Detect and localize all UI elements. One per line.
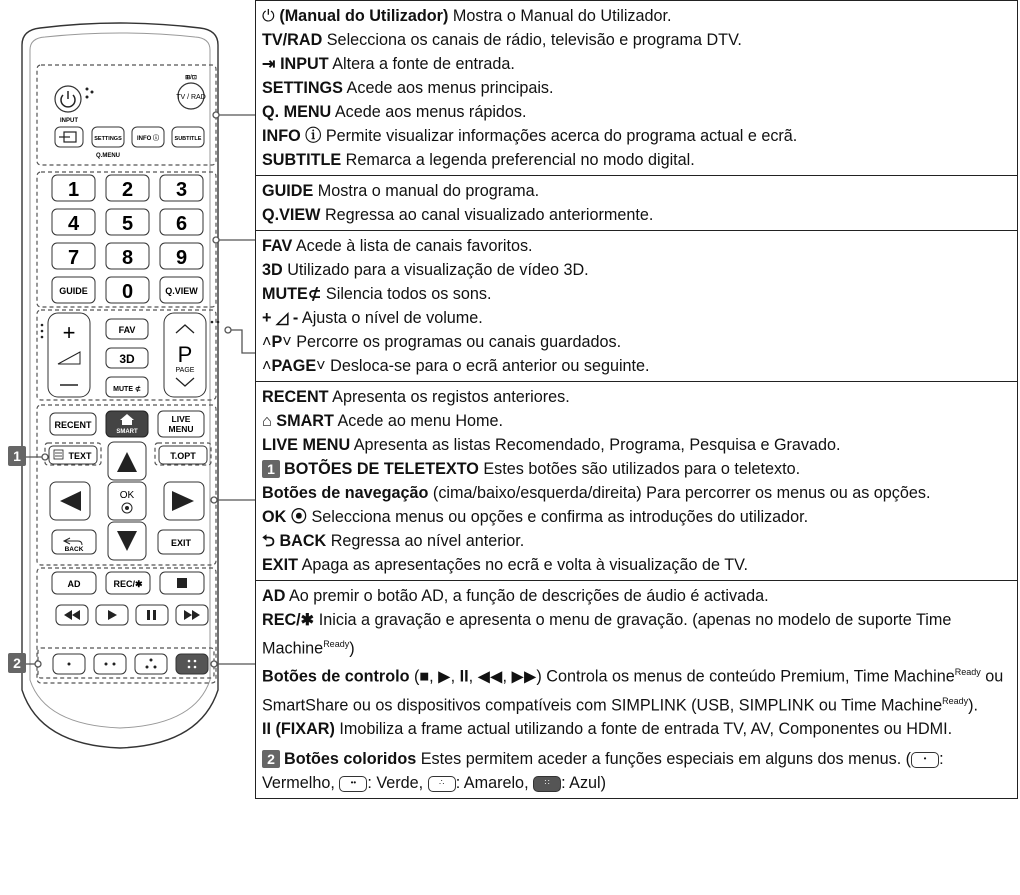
desc-exit: EXIT Apaga as apresentações no ecrã e volta à visualização de TV.	[262, 556, 748, 574]
digit-9-label: 9	[175, 247, 188, 269]
mute-icon: ⊄	[307, 285, 322, 303]
desc-input: ⇥ INPUT Altera a fonte de entrada.	[262, 55, 515, 73]
qmenu-label: Q.MENU	[96, 153, 120, 159]
digit-2-label: 2	[121, 179, 134, 201]
volume-icon: ◿ -	[271, 309, 299, 327]
desc-qmenu: Q. MENU Acede aos menus rápidos.	[262, 103, 527, 121]
ad-label: AD	[67, 579, 81, 589]
four-dots-icon: ∷	[533, 776, 561, 792]
chevron-down-icon: ˅	[282, 333, 292, 351]
desc-teletext: 1 BOTÕES DE TELETEXTO Estes botões são utilizados para o teletexto.	[262, 457, 1011, 481]
desc-ad: AD Ao premir o botão AD, a função de descrições de áudio é activada.	[262, 587, 769, 605]
ok-circle-icon: ⦿	[286, 508, 307, 526]
plus-icon: +	[62, 320, 76, 345]
tvrad-label: TV / RAD	[176, 94, 206, 101]
desc-smart: ⌂ SMART Acede ao menu Home.	[262, 412, 504, 430]
digit-1-label: 1	[67, 179, 80, 201]
digit-6-label: 6	[175, 213, 188, 235]
chevron-up-icon: ˄	[262, 357, 272, 375]
tvrad-mini-label: ⊞/⊡	[185, 75, 197, 81]
ok-button[interactable]	[108, 482, 146, 520]
callout-2: 2	[13, 655, 21, 671]
live-label: LIVE	[171, 414, 191, 424]
desc-recent: RECENT Apresenta os registos anteriores.	[262, 388, 570, 406]
ok-label: OK	[119, 490, 135, 501]
desc-tvrad: TV/RAD Selecciona os canais de rádio, televisão e programa DTV.	[262, 31, 742, 49]
digit-5-label: 5	[121, 213, 134, 235]
desc-control: Botões de controlo (■, ▶, II, ◀◀, ▶▶) Controla os menus de conteúdo Premium, Time Machine$^{Ready}$ ou SmartShare ou os dispositivos compatíveis com SIMPLINK (USB, SIMPLINK ou Time Machine$^{Ready}$).	[262, 667, 1004, 715]
digit-3-label: 3	[175, 179, 188, 201]
settings-label: SETTINGS	[94, 136, 122, 142]
digit-7-label: 7	[67, 247, 80, 269]
two-dots-icon: ••	[339, 776, 367, 792]
row-navigation	[256, 382, 1018, 581]
info-icon: ⓘ	[300, 127, 322, 145]
yellow-button[interactable]	[135, 654, 167, 674]
rec-label: REC/✱	[113, 579, 143, 589]
green-button[interactable]	[94, 654, 126, 674]
row-numpad	[256, 176, 1018, 231]
desc-3d: 3D Utilizado para a visualização de vídeo 3D.	[262, 261, 589, 279]
exit-label: EXIT	[170, 538, 192, 548]
desc-navigation: Botões de navegação (cima/baixo/esquerda/direita) Para percorrer os menus ou as opções.	[262, 484, 931, 502]
nav-group	[49, 411, 207, 560]
desc-program: ˄P˅ Percorre os programas ou canais guardados.	[262, 333, 622, 351]
one-dot-icon	[68, 663, 71, 666]
digit-4-label: 4	[67, 213, 80, 235]
input-icon: ⇥	[262, 55, 281, 73]
desc-fav: FAV Acede à lista de canais favoritos.	[262, 237, 533, 255]
desc-mute: MUTE⊄ Silencia todos os sons.	[262, 285, 492, 303]
desc-guide: GUIDE Mostra o manual do programa.	[262, 182, 540, 200]
chevron-down-icon: ˅	[316, 357, 326, 375]
subtitle-label: SUBTITLE	[174, 136, 202, 142]
digit-0-label: 0	[121, 281, 134, 303]
numpad	[52, 175, 203, 269]
desc-subtitle: SUBTITLE Remarca a legenda preferencial no modo digital.	[262, 151, 695, 169]
desc-live-menu: LIVE MENU Apresenta as listas Recomendado, Programa, Pesquisa e Gravado.	[262, 436, 841, 454]
input-label: INPUT	[60, 118, 78, 124]
remote-control	[0, 0, 255, 895]
power-icon: ⏻	[262, 7, 280, 25]
callout-badge-2: 2	[262, 750, 280, 768]
3d-label: 3D	[119, 352, 135, 366]
desc-settings: SETTINGS Acede aos menus principais.	[262, 79, 554, 97]
desc-qview: Q.VIEW Regressa ao canal visualizado anteriormente.	[262, 206, 654, 224]
row-volume	[256, 231, 1018, 382]
back-label: BACK	[64, 546, 84, 553]
topt-label: T.OPT	[170, 451, 196, 461]
qview-label: Q.VIEW	[165, 286, 198, 296]
desc-power: ⏻ (Manual do Utilizador) Mostra o Manual do Utilizador.	[262, 7, 672, 25]
desc-page: ˄PAGE˅ Desloca-se para o ecrã anterior ou seguinte.	[262, 357, 650, 375]
back-arrow-icon: ⮌	[262, 532, 280, 550]
desc-info: INFO ⓘ Permite visualizar informações acerca do programa actual e ecrã.	[262, 127, 798, 145]
home-icon: ⌂	[262, 412, 277, 430]
smart-label: SMART	[116, 429, 138, 435]
desc-rec: REC/✱ Inicia a gravação e apresenta o menu de gravação. (apenas no modelo de suporte Time Machine$^{Ready}$)	[262, 611, 952, 658]
desc-fix: II (FIXAR) Imobiliza a frame actual utilizando a fonte de entrada TV, AV, Componentes ou HDMI.	[262, 720, 953, 739]
fav-label: FAV	[118, 325, 136, 335]
info-label: INFO ⓘ	[137, 136, 159, 142]
digit-8-label: 8	[121, 247, 134, 269]
row-media	[256, 581, 1018, 799]
text-label: TEXT	[68, 451, 92, 461]
p-label: P	[177, 342, 193, 367]
chevron-up-icon: ˄	[262, 333, 272, 351]
numpad-bottom-row	[52, 277, 203, 303]
three-dots-icon: ∴	[428, 776, 456, 792]
recent-label: RECENT	[54, 420, 92, 430]
callout-badge-1: 1	[262, 460, 280, 478]
one-dot-icon: •	[911, 752, 939, 768]
desc-volume: + ◿ - Ajusta o nível de volume.	[262, 309, 483, 327]
blue-button[interactable]	[176, 654, 208, 674]
pause-button[interactable]	[136, 605, 168, 625]
desc-ok: OK ⦿ Selecciona menus ou opções e confirma as introduções do utilizador.	[262, 508, 809, 526]
callout-1: 1	[13, 448, 21, 464]
button-description-table	[255, 0, 1018, 799]
volume-group	[41, 313, 220, 397]
mute-label: MUTE ⊄	[113, 386, 141, 393]
desc-back: ⮌ BACK Regressa ao nível anterior.	[262, 532, 525, 550]
desc-color: 2 Botões coloridos Estes permitem aceder a funções especiais em alguns dos menus. ( • : Vermelho, •• : Verde, ∴ : Amarelo, ∷ : Azul)	[262, 750, 944, 793]
stop-icon	[177, 578, 187, 588]
menu-label: MENU	[168, 424, 194, 434]
guide-label: GUIDE	[59, 286, 88, 296]
row-top-buttons	[256, 1, 1018, 176]
page-label: PAGE	[175, 367, 195, 374]
